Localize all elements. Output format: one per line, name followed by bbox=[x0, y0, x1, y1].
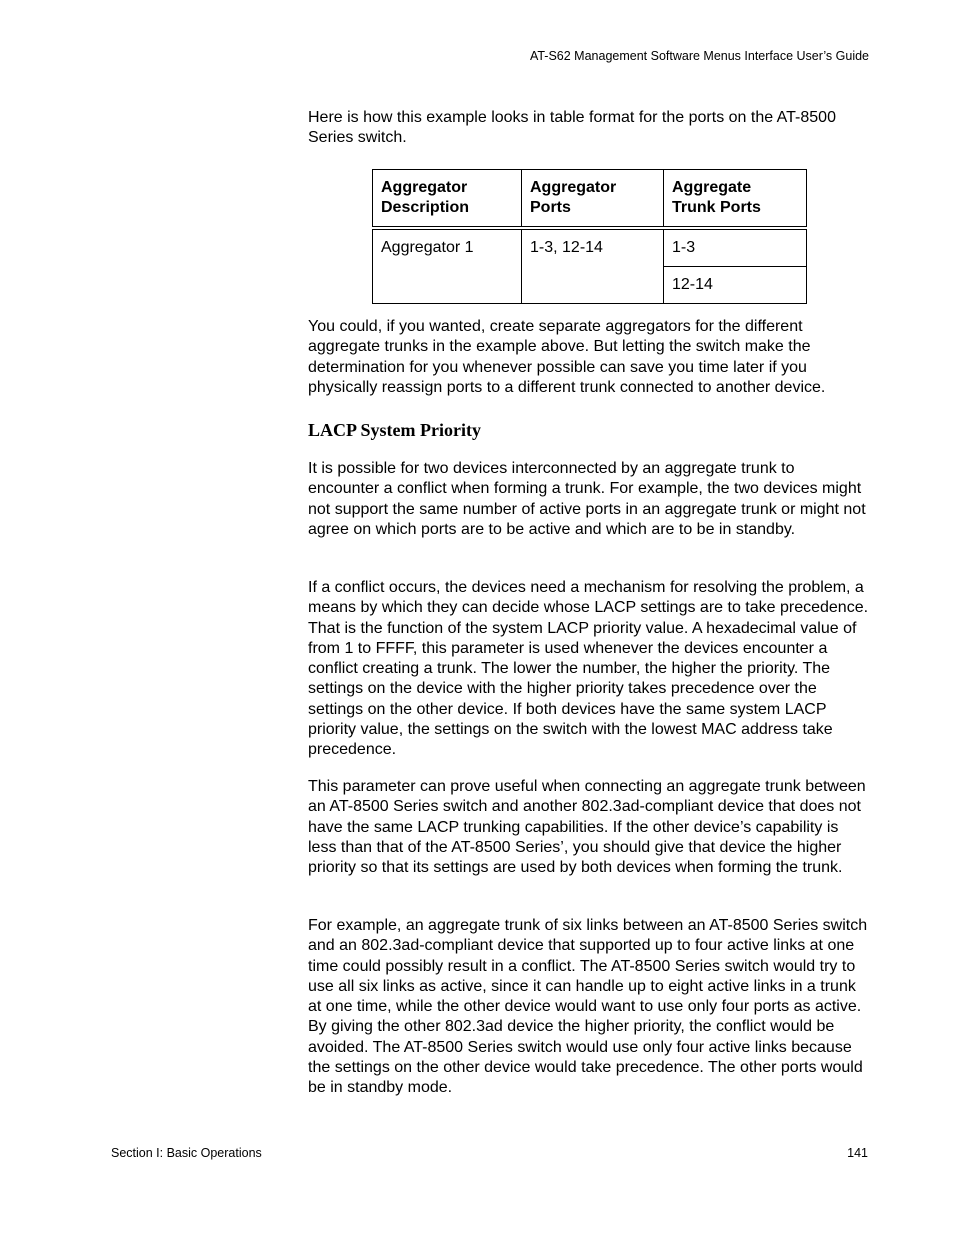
table-cell: 1-3 bbox=[664, 228, 807, 267]
intro-paragraph: Here is how this example looks in table format for the ports on the AT-8500 Series switch. bbox=[308, 109, 836, 147]
footer-section: Section I: Basic Operations bbox=[111, 1146, 262, 1160]
paragraph: This parameter can prove useful when connecting an aggregate trunk between an AT-8500 Series switch and another 802.3ad-compliant device that does not have the same LACP trunking capabilities. If the other device’s capability is less than that of the AT-8500 Series’, you should give that device the higher priority so that its settings are used by both devices when forming the trunk. bbox=[308, 778, 866, 877]
table-row bbox=[373, 228, 807, 267]
column-header: Aggregator Description bbox=[373, 170, 522, 229]
column-header: Aggregate Trunk Ports bbox=[664, 170, 807, 229]
page-number: 141 bbox=[847, 1146, 868, 1160]
paragraph: You could, if you wanted, create separate aggregators for the different aggregate trunks in the example above. But letting the switch make the determination for you whenever possible can save you time later if you physically reassign ports to a different trunk connected to another device. bbox=[308, 318, 826, 396]
paragraph: For example, an aggregate trunk of six links between an AT-8500 Series switch and an 802.3ad-compliant device that supported up to four active links at one time could possibly result in a conflict. The AT-8500 Series switch would try to use all six links as active, since it can handle up to eight active links in a trunk at one time, while the other device would want to use only four ports as active. By giving the other 802.3ad device the higher priority, the conflict would be avoided. The AT-8500 Series switch would use only four active links because the settings on the other device would take precedence. The other ports would be in standby mode. bbox=[308, 917, 868, 1097]
paragraph: It is possible for two devices interconnected by an aggregate trunk to encounter a conflict when forming a trunk. For example, the two devices might not support the same number of active ports in an aggregate trunk or might not agree on which ports are to be active and which are to be in standby. bbox=[308, 460, 866, 538]
aggregator-table bbox=[372, 169, 807, 304]
paragraph: If a conflict occurs, the devices need a mechanism for resolving the problem, a means by which they can decide whose LACP settings are to take precedence. That is the function of the system LACP priority value. A hexadecimal value of from 1 to FFFF, this parameter is used whenever the devices encounter a conflict creating a trunk. The lower the number, the higher the priority. The settings on the device with the higher priority takes precedence over the settings on the other device. If both devices have the same system LACP priority value, the settings on the switch with the lowest MAC address take precedence. bbox=[308, 579, 869, 759]
table-cell: Aggregator 1 bbox=[373, 228, 522, 304]
column-header: Aggregator Ports bbox=[522, 170, 664, 229]
table-header-row bbox=[373, 170, 807, 229]
running-header: AT-S62 Management Software Menus Interface User’s Guide bbox=[529, 49, 869, 63]
table-cell: 12-14 bbox=[664, 267, 807, 304]
section-heading: LACP System Priority bbox=[308, 420, 481, 440]
table-cell: 1-3, 12-14 bbox=[522, 228, 664, 304]
